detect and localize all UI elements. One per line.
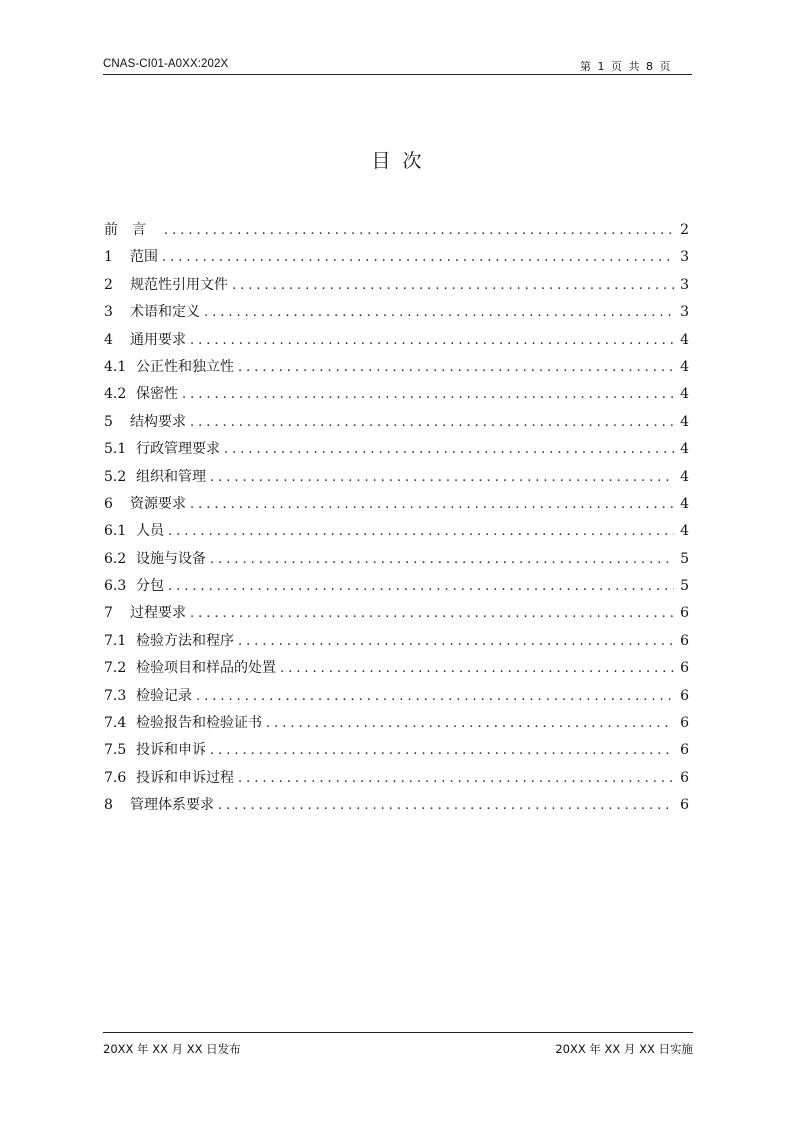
toc-entry[interactable] [104, 493, 689, 520]
toc-entry-title: 检验项目和样品的处置 [136, 660, 276, 677]
toc-entry-number: 6.1 [104, 523, 127, 540]
toc-entry-title: 投诉和申诉 [136, 742, 206, 759]
toc-entry-title: 通用要求 [130, 331, 186, 348]
toc-entry-number: 7.3 [104, 687, 127, 704]
toc-entry-number: 7.4 [104, 715, 127, 732]
toc-entry-page: 6 [680, 742, 689, 759]
toc-entry-title: 人员 [136, 523, 164, 540]
toc-dot-leader [190, 497, 674, 512]
effective-date: 20XX 年 XX 月 XX 日实施 [555, 1042, 693, 1056]
toc-entry-title: 检验记录 [136, 687, 192, 704]
toc-entry-title: 检验报告和检验证书 [136, 715, 262, 732]
toc-entry-page: 4 [680, 523, 689, 540]
toc-entry-page: 2 [680, 222, 689, 238]
toc-entry-title: 分包 [136, 578, 164, 595]
toc-entry-page: 4 [680, 441, 689, 458]
toc-entry[interactable] [104, 548, 689, 575]
toc-entry-number: 3 [104, 304, 113, 321]
toc-entry[interactable] [104, 466, 689, 493]
toc-dot-leader [238, 771, 674, 786]
toc-entry-title: 公正性和独立性 [136, 358, 234, 375]
toc-entry[interactable] [104, 685, 689, 712]
toc-entry[interactable] [104, 383, 689, 410]
toc-entry-number: 7.2 [104, 660, 127, 677]
toc-entry-page: 4 [680, 495, 689, 512]
toc-entry-number: 6.3 [104, 578, 127, 595]
toc-entry-number: 5.1 [104, 441, 127, 458]
toc-entry-number: 1 [104, 249, 113, 266]
toc-entry-page: 3 [680, 249, 689, 266]
toc-dot-leader [182, 387, 674, 402]
toc-dot-leader [280, 661, 674, 676]
toc-dot-leader [210, 743, 674, 758]
toc-entry-number: 6 [104, 495, 113, 512]
page-number-info: 第 1 页 共 8 页 [580, 60, 672, 73]
toc-dot-leader [190, 606, 674, 621]
toc-entry[interactable] [104, 274, 689, 301]
toc-dot-leader [164, 223, 674, 238]
toc-entry-page: 5 [680, 550, 689, 567]
toc-entry-page: 5 [680, 578, 689, 595]
toc-entry-number: 8 [104, 797, 113, 814]
toc-entry-title: 范围 [130, 249, 158, 266]
toc-entry-page: 6 [680, 769, 689, 786]
toc-entry-number: 7.1 [104, 632, 127, 649]
toc-entry-title: 资源要求 [130, 495, 186, 512]
toc-entry[interactable] [104, 657, 689, 684]
toc-dot-leader [162, 250, 674, 265]
toc-entry[interactable] [104, 575, 689, 602]
toc-entry-page: 4 [680, 358, 689, 375]
toc-dot-leader [168, 524, 674, 539]
toc-entry-title: 规范性引用文件 [130, 276, 228, 293]
toc-dot-leader [218, 798, 674, 813]
toc-entry-number: 7.6 [104, 769, 127, 786]
toc-entry-page: 4 [680, 331, 689, 348]
toc-entry-page: 4 [680, 413, 689, 430]
toc-entry-page: 3 [680, 276, 689, 293]
toc-dot-leader [238, 634, 674, 649]
toc-entry[interactable] [104, 712, 689, 739]
page-footer [103, 1032, 693, 1057]
toc-dot-leader [210, 470, 674, 485]
toc-entry[interactable] [104, 602, 689, 629]
toc-entry-title: 管理体系要求 [130, 797, 214, 814]
toc-entry[interactable] [104, 246, 689, 273]
toc-entry-number: 2 [104, 276, 113, 293]
toc-entry[interactable] [104, 630, 689, 657]
toc-entry[interactable] [104, 794, 689, 821]
toc-dot-leader [210, 552, 674, 567]
toc-entry-page: 6 [680, 632, 689, 649]
toc-entry-page: 6 [680, 715, 689, 732]
toc-entry-title: 结构要求 [130, 413, 186, 430]
issue-date: 20XX 年 XX 月 XX 日发布 [103, 1042, 241, 1056]
toc-dot-leader [224, 442, 674, 457]
toc-entry[interactable] [104, 329, 689, 356]
toc-entry-title: 投诉和申诉过程 [136, 769, 234, 786]
page-header [103, 57, 692, 75]
toc-entry[interactable] [104, 739, 689, 766]
toc-entry[interactable] [104, 411, 689, 438]
toc-dot-leader [190, 333, 674, 348]
toc-entry[interactable] [104, 219, 689, 246]
toc-dot-leader [232, 278, 674, 293]
toc-entry-page: 6 [680, 605, 689, 622]
toc-entry-number: 7 [104, 605, 113, 622]
toc-entry-title: 组织和管理 [136, 468, 206, 485]
toc-entry[interactable] [104, 520, 689, 547]
toc-entry-title: 过程要求 [130, 605, 186, 622]
toc-entry-number: 5.2 [104, 468, 127, 485]
table-of-contents [104, 219, 689, 822]
toc-dot-leader [190, 415, 674, 430]
toc-entry[interactable] [104, 767, 689, 794]
toc-entry-number: 7.5 [104, 742, 127, 759]
toc-entry-title: 保密性 [136, 386, 178, 403]
toc-dot-leader [168, 579, 674, 594]
toc-entry-page: 3 [680, 304, 689, 321]
toc-entry-page: 4 [680, 386, 689, 403]
toc-dot-leader [196, 689, 674, 704]
toc-entry-title: 检验方法和程序 [136, 632, 234, 649]
document-code: CNAS-CI01-A0XX:202X [103, 58, 229, 70]
toc-entry-number: 4.2 [104, 386, 127, 403]
toc-entry-title: 前言 [104, 222, 160, 238]
toc-entry[interactable] [104, 356, 689, 383]
toc-entry[interactable] [104, 301, 689, 328]
toc-dot-leader [266, 716, 674, 731]
toc-entry-title: 行政管理要求 [136, 441, 220, 458]
toc-entry-number: 4.1 [104, 358, 127, 375]
toc-entry-title: 术语和定义 [130, 304, 200, 321]
toc-entry-page: 6 [680, 660, 689, 677]
toc-entry-page: 6 [680, 687, 689, 704]
toc-entry-number: 5 [104, 413, 113, 430]
toc-entry[interactable] [104, 438, 689, 465]
toc-dot-leader [238, 360, 674, 375]
toc-title: 目次 [371, 150, 434, 172]
toc-entry-number: 4 [104, 331, 113, 348]
toc-entry-page: 6 [680, 797, 689, 814]
toc-entry-title: 设施与设备 [136, 550, 206, 567]
toc-entry-number: 6.2 [104, 550, 127, 567]
toc-dot-leader [204, 305, 674, 320]
toc-entry-page: 4 [680, 468, 689, 485]
